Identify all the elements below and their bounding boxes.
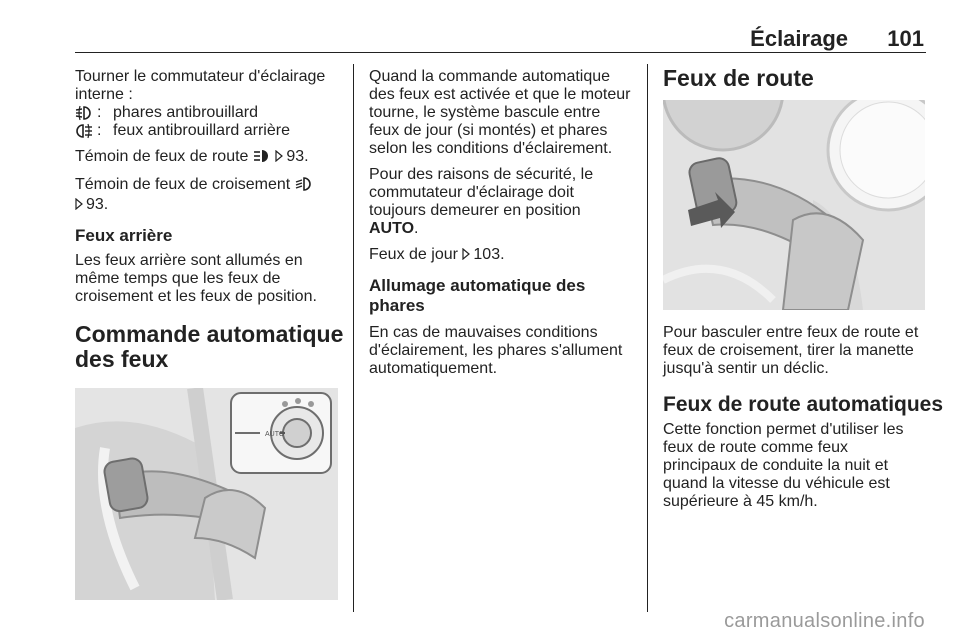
auto-lights-title: Commande automatique des feux [75,321,344,372]
figure-light-switch [75,388,338,600]
separator: : [97,104,102,121]
front-fog-label: phares antibrouillard [113,104,258,121]
auto-lights-paragraph-1: Quand la commande automatique des feux est activée et que le moteur tourne, le système bascule entre feux de jour (si montés) et phares selon les conditions d'éclairement. [369,68,631,157]
intro-text: Tourner le commutateur d'éclairage interne : [75,68,326,103]
switch-auto-label: AUTO [265,431,285,438]
high-beam-caption: Pour basculer entre feux de route et feux de croisement, tirer la manette jusqu'à sentir un déclic. [663,324,919,377]
separator: : [97,122,102,139]
rear-lights-heading: Feux arrière [75,226,173,245]
reference-arrow-icon [75,197,83,209]
watermark: carmanualsonline.info [724,610,925,632]
fog-rear-line [75,122,345,140]
low-beam-indicator-text: Témoin de feux de croisement 93. [75,176,345,214]
page-number: 101 [887,26,924,51]
fog-front-line [75,104,345,122]
front-fog-light-icon [75,104,97,122]
header-rule [75,52,926,53]
column-divider-left [353,64,354,612]
auto-lights-paragraph-2: Pour des raisons de sécurité, le commutateur d'éclairage doit toujours demeurer en position AUTO. [369,166,594,237]
auto-high-beam-title: Feux de route automatiques [663,393,944,416]
auto-headlights-body: En cas de mauvaises conditions d'éclairement, les phares s'allument automatiquement. [369,324,623,377]
column-left [75,68,345,372]
high-beam-section-title: Feux de route [663,65,814,91]
reference-arrow-icon [275,149,283,161]
rear-lights-body: Les feux arrière sont allumés en même temps que les feux de croisement et les feux de position. [75,252,317,305]
column-right-lower [663,324,944,511]
rear-fog-label: feux antibrouillard arrière [113,122,290,139]
rear-fog-light-icon [75,122,97,140]
figure-high-beam-stalk [663,100,925,310]
low-beam-icon [295,177,313,196]
high-beam-indicator-text: Témoin de feux de route 93. [75,148,345,168]
auto-position-label: AUTO [369,220,415,237]
auto-high-beam-body: Cette fonction permet d'utiliser les feux de route comme feux principaux de conduite la nuit et quand la vitesse du véhicule est supérieure à 45 km/h. [663,421,904,510]
column-right [663,66,925,91]
column-divider-right [647,64,648,612]
high-beam-icon [253,149,271,168]
header-title: Éclairage [750,26,848,51]
day-lights-ref: Feux de jour 103. [369,246,505,263]
auto-headlights-heading: Allumage automatique des phares [369,276,586,315]
reference-arrow-icon [462,247,470,259]
column-middle [369,68,634,378]
